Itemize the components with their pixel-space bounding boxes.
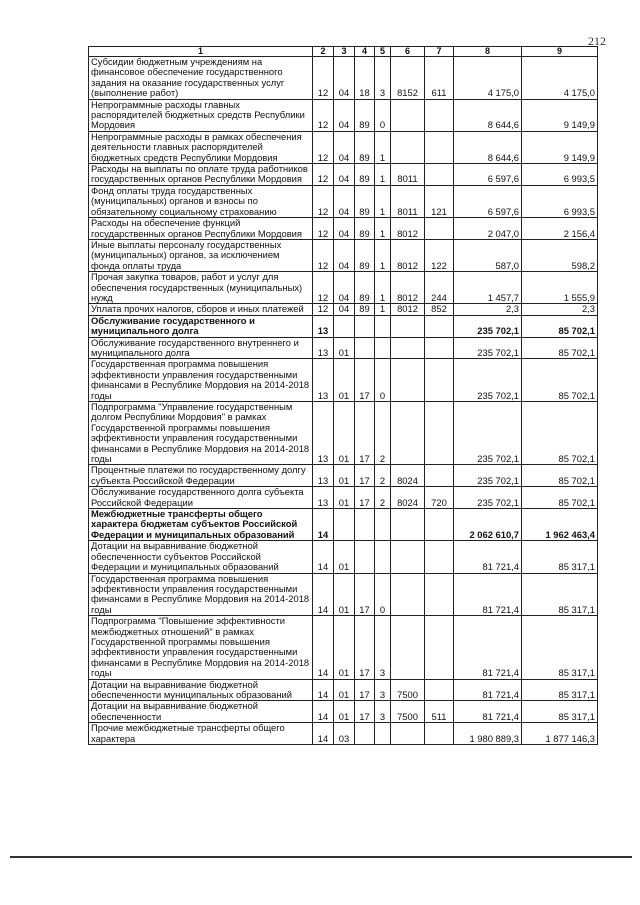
cell-section: 12: [313, 304, 334, 315]
cell-direction: 8152: [391, 57, 425, 100]
cell-amount-year2: 598,2: [522, 239, 598, 271]
cell-subprogram: 2: [375, 465, 391, 487]
cell-amount-year1: 81 721,4: [454, 573, 522, 616]
table-row: [89, 337, 598, 359]
cell-program: 17: [355, 487, 375, 509]
cell-amount-year2: 85 317,1: [522, 616, 598, 679]
column-header: 6: [391, 47, 425, 57]
cell-subsection: 01: [334, 701, 355, 723]
cell-section: 14: [313, 723, 334, 745]
table-row: [89, 402, 598, 465]
cell-section: 12: [313, 239, 334, 271]
table-row: [89, 616, 598, 679]
row-name: Дотации на выравнивание бюджетной обеспеченности муниципальных образований: [89, 679, 313, 701]
cell-direction: 8012: [391, 304, 425, 315]
cell-section: 13: [313, 487, 334, 509]
cell-program: 89: [355, 99, 375, 131]
cell-subsection: [334, 315, 355, 337]
cell-direction: 8012: [391, 272, 425, 304]
cell-amount-year2: 85 702,1: [522, 315, 598, 337]
table-row: [89, 315, 598, 337]
cell-section: 14: [313, 509, 334, 541]
cell-amount-year1: 587,0: [454, 239, 522, 271]
cell-subprogram: 3: [375, 57, 391, 100]
table-row: [89, 218, 598, 240]
row-name: Дотации на выравнивание бюджетной обеспеченности субъектов Российской Федерации и муниципальных образований: [89, 541, 313, 573]
cell-section: 13: [313, 315, 334, 337]
table-row: [89, 272, 598, 304]
row-name: Прочие межбюджетные трансферты общего характера: [89, 723, 313, 745]
cell-expense-type: 852: [425, 304, 454, 315]
row-name: Государственная программа повышения эффективности управления государственными финансами в Республике Мордовия на 2014-2018 годы: [89, 573, 313, 616]
table-row: [89, 131, 598, 163]
cell-subsection: 01: [334, 487, 355, 509]
row-name: Расходы на обеспечение функций государственных органов Республики Мордовия: [89, 218, 313, 240]
table-row: [89, 573, 598, 616]
cell-subsection: 01: [334, 465, 355, 487]
table-row: [89, 185, 598, 217]
cell-subprogram: 1: [375, 272, 391, 304]
cell-subprogram: 1: [375, 131, 391, 163]
cell-subprogram: 1: [375, 239, 391, 271]
table-row: [89, 164, 598, 186]
cell-subsection: 04: [334, 131, 355, 163]
cell-expense-type: [425, 541, 454, 573]
cell-section: 12: [313, 131, 334, 163]
cell-amount-year2: 2 156,4: [522, 218, 598, 240]
row-name: Уплата прочих налогов, сборов и иных платежей: [89, 304, 313, 315]
cell-expense-type: [425, 616, 454, 679]
cell-program: 18: [355, 57, 375, 100]
cell-amount-year2: 85 702,1: [522, 465, 598, 487]
row-name: Подпрограмма "Управление государственным долгом Республики Мордовия" в рамках Государственной программы повышения эффективности управления государственными финансами в Республике Мордовия на 2014-2018 годы: [89, 402, 313, 465]
table-row: [89, 304, 598, 315]
cell-subprogram: [375, 541, 391, 573]
cell-expense-type: [425, 337, 454, 359]
cell-amount-year1: 2 062 610,7: [454, 509, 522, 541]
cell-amount-year1: 81 721,4: [454, 541, 522, 573]
cell-section: 12: [313, 57, 334, 100]
table-row: [89, 723, 598, 745]
cell-amount-year1: 81 721,4: [454, 616, 522, 679]
table-row: [89, 465, 598, 487]
row-name: Иные выплаты персоналу государственных (муниципальных) органов, за исключением фонда оплаты труда: [89, 239, 313, 271]
cell-subsection: 04: [334, 218, 355, 240]
cell-amount-year2: 6 993,5: [522, 164, 598, 186]
cell-direction: 8024: [391, 487, 425, 509]
cell-amount-year1: 1 457,7: [454, 272, 522, 304]
table-row: [89, 701, 598, 723]
cell-section: 14: [313, 616, 334, 679]
cell-direction: 7500: [391, 679, 425, 701]
column-header: 1: [89, 47, 313, 57]
row-name: Фонд оплаты труда государственных (муниципальных) органов и взносы по обязательному социальному страхованию: [89, 185, 313, 217]
cell-expense-type: [425, 509, 454, 541]
table-row: [89, 541, 598, 573]
cell-subsection: 04: [334, 272, 355, 304]
cell-subprogram: [375, 723, 391, 745]
cell-amount-year2: 85 317,1: [522, 679, 598, 701]
table-row: [89, 679, 598, 701]
cell-program: 89: [355, 239, 375, 271]
cell-subsection: 04: [334, 185, 355, 217]
cell-section: 14: [313, 573, 334, 616]
cell-subsection: 04: [334, 57, 355, 100]
page-bottom-rule: [10, 856, 632, 858]
cell-subprogram: 2: [375, 487, 391, 509]
row-name: Государственная программа повышения эффективности управления государственными финансами в Республике Мордовия на 2014-2018 годы: [89, 359, 313, 402]
cell-program: 17: [355, 679, 375, 701]
cell-section: 12: [313, 272, 334, 304]
column-header: 3: [334, 47, 355, 57]
cell-amount-year1: 6 597,6: [454, 164, 522, 186]
cell-direction: 7500: [391, 701, 425, 723]
cell-direction: [391, 359, 425, 402]
cell-program: 89: [355, 131, 375, 163]
cell-direction: [391, 315, 425, 337]
row-name: Непрограммные расходы в рамках обеспечения деятельности главных распорядителей бюджетных средств Республики Мордовия: [89, 131, 313, 163]
cell-subprogram: 1: [375, 164, 391, 186]
row-name: Межбюджетные трансферты общего характера бюджетам субъектов Российской Федерации и муниципальных образований: [89, 509, 313, 541]
row-name: Подпрограмма "Повышение эффективности межбюджетных отношений" в рамках Государственной программы повышения эффективности управления государственными финансами в Республике Мордовия на 2014-2018 годы: [89, 616, 313, 679]
cell-direction: [391, 509, 425, 541]
column-header: 2: [313, 47, 334, 57]
cell-program: 89: [355, 185, 375, 217]
cell-expense-type: 122: [425, 239, 454, 271]
cell-amount-year1: 8 644,6: [454, 131, 522, 163]
cell-expense-type: [425, 723, 454, 745]
cell-subsection: [334, 509, 355, 541]
cell-section: 13: [313, 465, 334, 487]
cell-subprogram: 2: [375, 402, 391, 465]
cell-amount-year1: 81 721,4: [454, 679, 522, 701]
cell-direction: [391, 616, 425, 679]
cell-program: [355, 315, 375, 337]
cell-amount-year2: 6 993,5: [522, 185, 598, 217]
cell-amount-year2: 4 175,0: [522, 57, 598, 100]
row-name: Непрограммные расходы главных распорядителей бюджетных средств Республики Мордовия: [89, 99, 313, 131]
cell-expense-type: 244: [425, 272, 454, 304]
cell-expense-type: [425, 164, 454, 186]
cell-amount-year1: 6 597,6: [454, 185, 522, 217]
cell-amount-year1: 4 175,0: [454, 57, 522, 100]
cell-expense-type: [425, 465, 454, 487]
cell-subsection: 03: [334, 723, 355, 745]
cell-expense-type: [425, 573, 454, 616]
cell-subprogram: [375, 337, 391, 359]
cell-direction: [391, 402, 425, 465]
cell-subsection: 04: [334, 99, 355, 131]
cell-program: 17: [355, 465, 375, 487]
cell-section: 13: [313, 359, 334, 402]
cell-amount-year2: 85 317,1: [522, 573, 598, 616]
cell-subprogram: 3: [375, 701, 391, 723]
cell-subprogram: [375, 509, 391, 541]
row-name: Обслуживание государственного внутреннего и муниципального долга: [89, 337, 313, 359]
cell-program: 89: [355, 164, 375, 186]
cell-expense-type: [425, 359, 454, 402]
table-row: [89, 99, 598, 131]
cell-amount-year2: 85 702,1: [522, 337, 598, 359]
cell-direction: 8012: [391, 218, 425, 240]
table-row: [89, 239, 598, 271]
cell-amount-year1: 81 721,4: [454, 701, 522, 723]
cell-subprogram: 1: [375, 304, 391, 315]
cell-direction: 8012: [391, 239, 425, 271]
cell-program: 89: [355, 304, 375, 315]
cell-amount-year1: 235 702,1: [454, 337, 522, 359]
column-header: 8: [454, 47, 522, 57]
cell-amount-year1: 235 702,1: [454, 465, 522, 487]
cell-amount-year2: 85 702,1: [522, 487, 598, 509]
cell-subprogram: 1: [375, 218, 391, 240]
cell-direction: [391, 131, 425, 163]
cell-direction: 8011: [391, 164, 425, 186]
cell-program: 17: [355, 616, 375, 679]
cell-program: [355, 509, 375, 541]
cell-program: [355, 337, 375, 359]
table-row: [89, 359, 598, 402]
cell-amount-year1: 2,3: [454, 304, 522, 315]
cell-direction: [391, 573, 425, 616]
row-name: Прочая закупка товаров, работ и услуг для обеспечения государственных (муниципальных) нужд: [89, 272, 313, 304]
cell-direction: [391, 99, 425, 131]
cell-expense-type: 511: [425, 701, 454, 723]
cell-expense-type: [425, 99, 454, 131]
cell-section: 14: [313, 541, 334, 573]
row-name: Расходы на выплаты по оплате труда работников государственных органов Республики Мордовия: [89, 164, 313, 186]
row-name: Субсидии бюджетным учреждениям на финансовое обеспечение государственного задания на оказание государственных услуг (выполнение работ): [89, 57, 313, 100]
cell-amount-year2: 2,3: [522, 304, 598, 315]
table-row: [89, 57, 598, 100]
cell-subsection: 01: [334, 541, 355, 573]
cell-amount-year1: 1 980 889,3: [454, 723, 522, 745]
cell-program: 89: [355, 218, 375, 240]
cell-expense-type: 720: [425, 487, 454, 509]
cell-direction: 8011: [391, 185, 425, 217]
cell-subprogram: 3: [375, 679, 391, 701]
cell-amount-year2: 1 877 146,3: [522, 723, 598, 745]
cell-expense-type: [425, 218, 454, 240]
cell-amount-year1: 235 702,1: [454, 487, 522, 509]
cell-section: 13: [313, 337, 334, 359]
cell-amount-year2: 1 962 463,4: [522, 509, 598, 541]
table-row: [89, 487, 598, 509]
cell-section: 13: [313, 402, 334, 465]
row-name: Дотации на выравнивание бюджетной обеспеченности: [89, 701, 313, 723]
cell-subprogram: 0: [375, 359, 391, 402]
cell-expense-type: [425, 402, 454, 465]
table-body: [89, 57, 598, 745]
cell-section: 14: [313, 701, 334, 723]
column-header: 4: [355, 47, 375, 57]
cell-expense-type: [425, 131, 454, 163]
column-header: 5: [375, 47, 391, 57]
cell-program: 17: [355, 701, 375, 723]
cell-expense-type: 611: [425, 57, 454, 100]
cell-subsection: 01: [334, 679, 355, 701]
cell-amount-year1: 235 702,1: [454, 359, 522, 402]
cell-subsection: 04: [334, 239, 355, 271]
row-name: Обслуживание государственного долга субъекта Российской Федерации: [89, 487, 313, 509]
cell-amount-year2: 85 317,1: [522, 541, 598, 573]
header-row: [89, 47, 598, 57]
cell-section: 14: [313, 679, 334, 701]
cell-subprogram: 3: [375, 616, 391, 679]
cell-subsection: 04: [334, 164, 355, 186]
cell-subsection: 01: [334, 616, 355, 679]
cell-section: 12: [313, 99, 334, 131]
cell-expense-type: [425, 679, 454, 701]
cell-amount-year2: 85 702,1: [522, 359, 598, 402]
cell-program: [355, 541, 375, 573]
cell-program: 17: [355, 402, 375, 465]
cell-amount-year1: 2 047,0: [454, 218, 522, 240]
cell-amount-year1: 235 702,1: [454, 315, 522, 337]
cell-program: 89: [355, 272, 375, 304]
cell-direction: [391, 723, 425, 745]
budget-table: [88, 46, 598, 745]
cell-amount-year2: 9 149,9: [522, 131, 598, 163]
cell-amount-year2: 1 555,9: [522, 272, 598, 304]
cell-amount-year1: 8 644,6: [454, 99, 522, 131]
cell-amount-year1: 235 702,1: [454, 402, 522, 465]
cell-amount-year2: 9 149,9: [522, 99, 598, 131]
cell-section: 12: [313, 218, 334, 240]
cell-direction: [391, 337, 425, 359]
cell-expense-type: [425, 315, 454, 337]
cell-subprogram: [375, 315, 391, 337]
cell-subsection: 01: [334, 337, 355, 359]
cell-program: 17: [355, 573, 375, 616]
cell-section: 12: [313, 164, 334, 186]
page-number: 212: [588, 34, 606, 48]
cell-amount-year2: 85 702,1: [522, 402, 598, 465]
cell-subprogram: 1: [375, 185, 391, 217]
cell-subsection: 01: [334, 573, 355, 616]
cell-program: [355, 723, 375, 745]
row-name: Процентные платежи по государственному долгу субъекта Российской Федерации: [89, 465, 313, 487]
cell-amount-year2: 85 317,1: [522, 701, 598, 723]
cell-subprogram: 0: [375, 573, 391, 616]
cell-subsection: 01: [334, 402, 355, 465]
cell-subsection: 01: [334, 359, 355, 402]
cell-subprogram: 0: [375, 99, 391, 131]
cell-direction: [391, 541, 425, 573]
row-name: Обслуживание государственного и муниципального долга: [89, 315, 313, 337]
table-row: [89, 509, 598, 541]
cell-subsection: 04: [334, 304, 355, 315]
cell-section: 12: [313, 185, 334, 217]
cell-direction: 8024: [391, 465, 425, 487]
cell-expense-type: 121: [425, 185, 454, 217]
column-header: 7: [425, 47, 454, 57]
column-header: 9: [522, 47, 598, 57]
cell-program: 17: [355, 359, 375, 402]
